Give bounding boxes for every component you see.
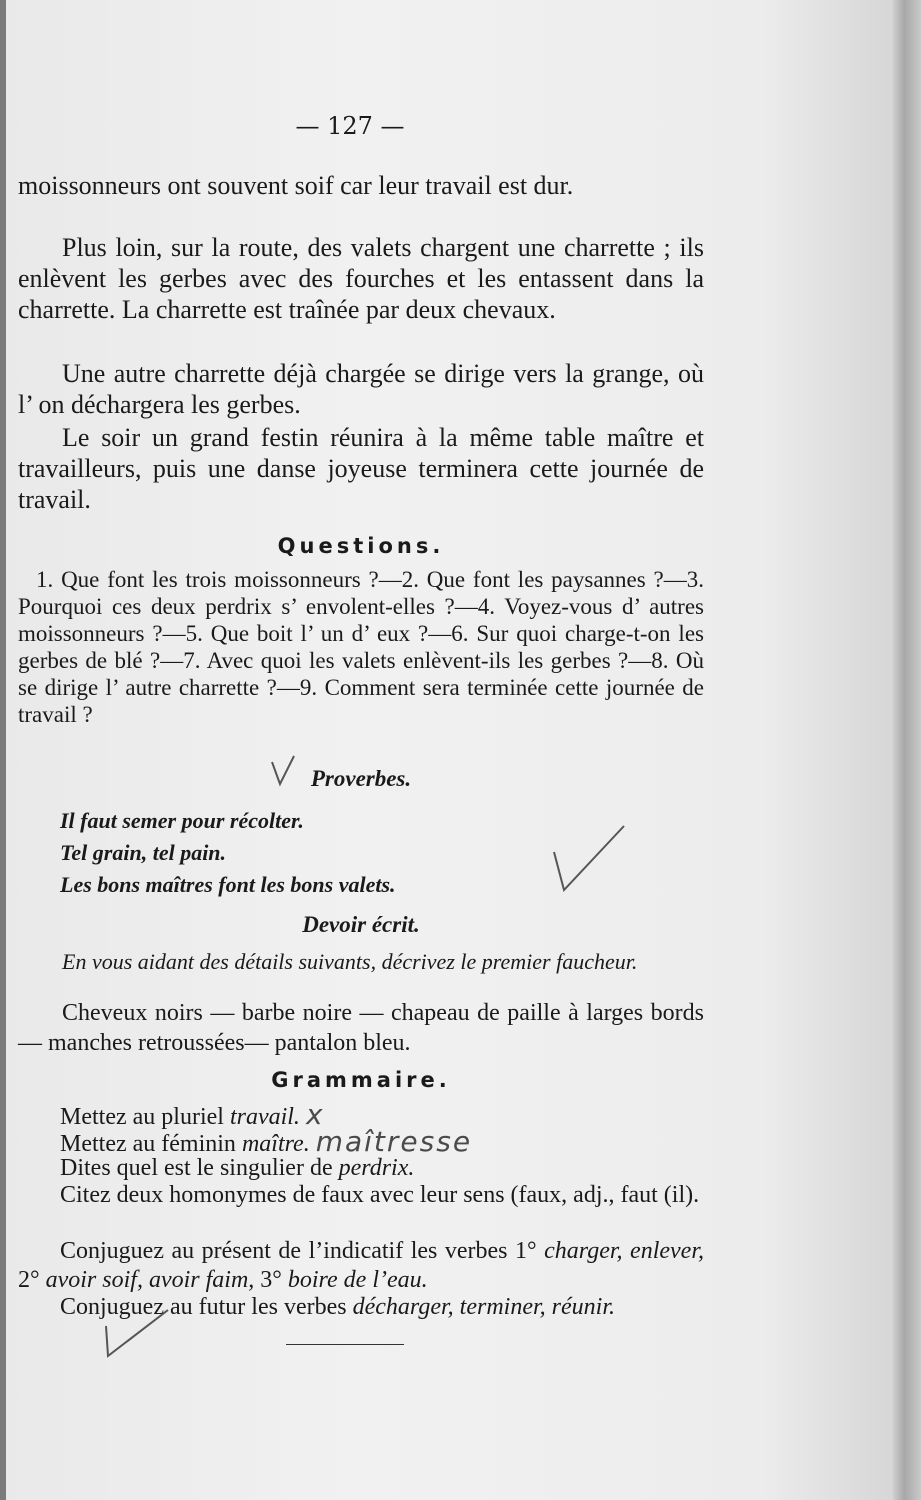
questions-heading: Questions.	[277, 534, 445, 558]
paragraph-2: Plus loin, sur la route, des valets chargent une charrette ; ils enlèvent les gerbes avec des fourches et les entassent dans la charrette. La charrette est traînée par deux chevaux.	[18, 233, 704, 324]
questions-text: 1. Que font les trois moissonneurs ?—2. Que font les paysannes ?—3. Pourquoi ces deux perdrix s’ envolent-elles ?—4. Voyez-vous d’ autres moissonneurs ?—5. Que boit l’ un d’ eux ?—6. Sur quoi charge-t-on les gerbes de blé ?—7. Avec quoi les valets enlèvent-ils les gerbes ?—8. Où se dirige l’ autre charrette ?—9. Comment sera terminée cette journée de travail ?	[18, 567, 704, 727]
grammar-line-1: Mettez au pluriel travail. x	[60, 1098, 325, 1131]
end-rule	[286, 1344, 404, 1345]
devoir-heading: Devoir écrit.	[302, 912, 420, 937]
paragraph-1: moissonneurs ont souvent soif car leur travail est dur.	[18, 171, 574, 200]
devoir-instruction: En vous aidant des détails suivants, décrivez le premier faucheur.	[62, 949, 638, 974]
grammar-line-6: Conjuguez au futur les verbes décharger, terminer, réunir.	[60, 1294, 616, 1320]
handwritten-maitresse: maîtresse	[315, 1125, 473, 1158]
grammaire-heading: Grammaire.	[271, 1068, 451, 1092]
devoir-details: Cheveux noirs — barbe noire — chapeau de paille à larges bords — manches retroussées— pantalon bleu.	[18, 1000, 704, 1056]
checkmark-icon	[100, 1306, 172, 1360]
checkmark-icon	[548, 822, 628, 894]
proverbs-heading: Proverbes.	[310, 766, 412, 791]
checkmark-icon	[268, 754, 298, 790]
proverb-3: Les bons maîtres font les bons valets.	[60, 872, 396, 897]
page-edge	[893, 0, 921, 1500]
handwritten-plural-mark: x	[305, 1098, 325, 1131]
page-number: — 127 —	[295, 112, 405, 140]
paragraph-4: Le soir un grand festin réunira à la même table maître et travailleurs, puis une danse joyeuse terminera cette journée de travail.	[18, 423, 704, 514]
grammar-line-4: Citez deux homonymes de faux avec leur sens (faux, adj., faut (il).	[60, 1182, 700, 1208]
grammar-line-5: Conjuguez au présent de l’indicatif les verbes 1° charger, enlever, 2° avoir soif, avoir faim, 3° boire de l’eau.	[18, 1238, 704, 1293]
paragraph-3: Une autre charrette déjà chargée se dirige vers la grange, où l’ on déchargera les gerbes.	[18, 359, 704, 419]
book-spine	[0, 0, 6, 1500]
grammar-line-3: Dites quel est le singulier de perdrix.	[60, 1155, 415, 1181]
proverb-2: Tel grain, tel pain.	[60, 840, 227, 865]
grammar-line-2: Mettez au féminin maître. maîtresse	[60, 1125, 473, 1158]
proverb-1: Il faut semer pour récolter.	[60, 808, 304, 833]
